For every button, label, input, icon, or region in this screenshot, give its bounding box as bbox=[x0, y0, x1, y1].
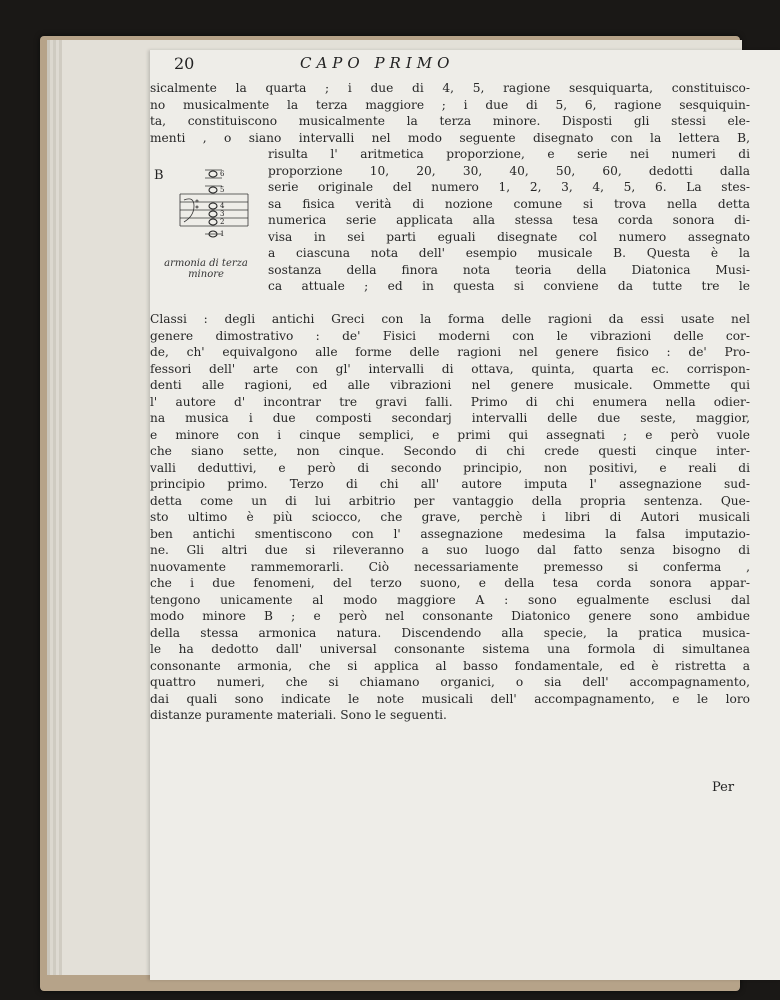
text-line: dai quali sono indicate le note musicali dell' accompagnamento, e le loro bbox=[150, 691, 750, 706]
text-line: denti alle ragioni, ed alle vibrazioni nel genere musicale. Ommette qui bbox=[150, 378, 750, 392]
text-line: numerica serie applicata alla stessa tesa corda sonora di- bbox=[268, 213, 750, 227]
svg-text:3: 3 bbox=[220, 210, 225, 218]
music-figure bbox=[150, 146, 260, 311]
text-line: le ha dedotto dall' universal consonante sistema una formola di simultanea bbox=[150, 642, 750, 656]
running-title: CAPO PRIMO bbox=[300, 54, 455, 72]
text-line: serie originale del numero 1, 2, 3, 4, 5, 6. La stes- bbox=[268, 180, 750, 194]
catchword: Per bbox=[712, 780, 735, 795]
text-line: a ciascuna nota dell' esempio musicale B. Questa è la bbox=[268, 246, 750, 260]
page-number: 20 bbox=[174, 54, 195, 73]
text-line: Classi : degli antichi Greci con la forma delle ragioni da essi usate nel bbox=[150, 312, 750, 326]
text-line: nuovamente rammemorarli. Ciò necessariamente premesso si conferma , bbox=[150, 559, 750, 574]
text-line: quattro numeri, che si chiamano organici, o sia dell' accompagnamento, bbox=[150, 675, 750, 689]
body-text bbox=[150, 80, 750, 724]
text-line: proporzione 10, 20, 30, 40, 50, 60, dedotti dalla bbox=[268, 163, 750, 178]
music-staff-icon bbox=[150, 146, 260, 256]
text-line: e minore con i cinque semplici, e primi qui assegnati ; e però vuole bbox=[150, 427, 750, 442]
text-line: valli deduttivi, e però di secondo principio, non positivi, e reali di bbox=[150, 460, 750, 475]
text-line: ca attuale ; ed in questa si conviene da tutte tre le bbox=[268, 279, 750, 293]
caption-line: minore bbox=[188, 269, 224, 280]
text-line: visa in sei parti eguali disegnate col numero assegnato bbox=[268, 229, 750, 244]
text-line: menti , o siano intervalli nel modo seguente disegnato con la lettera B, bbox=[150, 130, 750, 145]
text-line: principio primo. Terzo di chi all' autore imputa l' assegnazione sud- bbox=[150, 477, 750, 491]
text-line: no musicalmente la terza maggiore ; i due di 5, 6, ragione sesquiquin- bbox=[150, 97, 750, 112]
text-line: tengono unicamente al modo maggiore A : sono egualmente esclusi dal bbox=[150, 592, 750, 607]
text-line: sicalmente la quarta ; i due di 4, 5, ragione sesquiquarta, constituisco- bbox=[150, 81, 750, 95]
svg-text:6: 6 bbox=[220, 170, 225, 178]
text-line: na musica i due composti secondarj intervalli delle due seste, maggior, bbox=[150, 411, 750, 425]
text-line: consonante armonia, che si applica al basso fondamentale, ed è ristretta a bbox=[150, 658, 750, 673]
svg-text:4: 4 bbox=[220, 202, 225, 210]
text-line: distanze puramente materiali. Sono le seguenti. bbox=[150, 708, 447, 722]
text-line: ta, constituiscono musicalmente la terza minore. Disposti gli stessi ele- bbox=[150, 114, 750, 128]
text-line: ne. Gli altri due si rileveranno a suo luogo dal fatto senza bisogno di bbox=[150, 543, 750, 557]
svg-text:1: 1 bbox=[220, 230, 225, 238]
text-line: de, ch' equivalgono alle forme delle ragioni nel genere fisico : de' Pro- bbox=[150, 345, 750, 359]
page-header bbox=[0, 54, 630, 78]
text-line: l' autore d' incontrar tre gravi falli. Primo di chi enumera nella odier- bbox=[150, 394, 750, 409]
text-line: sa fisica verità di nozione comune si trova nella detta bbox=[268, 196, 750, 211]
text-line: sto ultimo è più sciocco, che grave, perchè i libri di Autori musicali bbox=[150, 510, 750, 524]
text-line: risulta l' aritmetica proporzione, e serie nei numeri di bbox=[268, 147, 750, 161]
text-line: fessori dell' arte con gl' intervalli di ottava, quinta, quarta ec. corrispon- bbox=[150, 361, 750, 376]
wrapped-text bbox=[268, 146, 750, 295]
text-line: ben antichi smentiscono con l' assegnazione medesima la falsa imputazio- bbox=[150, 526, 750, 541]
figure-caption bbox=[156, 258, 256, 280]
text-line: genere dimostrativo : de' Fisici moderni con le vibrazioni delle cor- bbox=[150, 328, 750, 343]
text-line: sostanza della finora nota teoria della Diatonica Musi- bbox=[268, 262, 750, 277]
svg-text:2: 2 bbox=[220, 218, 225, 226]
text-line: detta come un di lui arbitrio per vantaggio della propria sentenza. Que- bbox=[150, 493, 750, 508]
text-line: della stessa armonica natura. Discendendo alla specie, la pratica musica- bbox=[150, 625, 750, 640]
text-line: che i due fenomeni, del terzo suono, e della tesa corda sonora appar- bbox=[150, 576, 750, 590]
svg-text:5: 5 bbox=[220, 186, 225, 194]
figure-label: B bbox=[154, 168, 164, 183]
text-line: modo minore B ; e però nel consonante Diatonico genere sono ambidue bbox=[150, 609, 750, 623]
caption-line: armonia di terza bbox=[164, 258, 248, 269]
text-line: che siano sette, non cinque. Secondo di chi crede questi cinque inter- bbox=[150, 444, 750, 458]
